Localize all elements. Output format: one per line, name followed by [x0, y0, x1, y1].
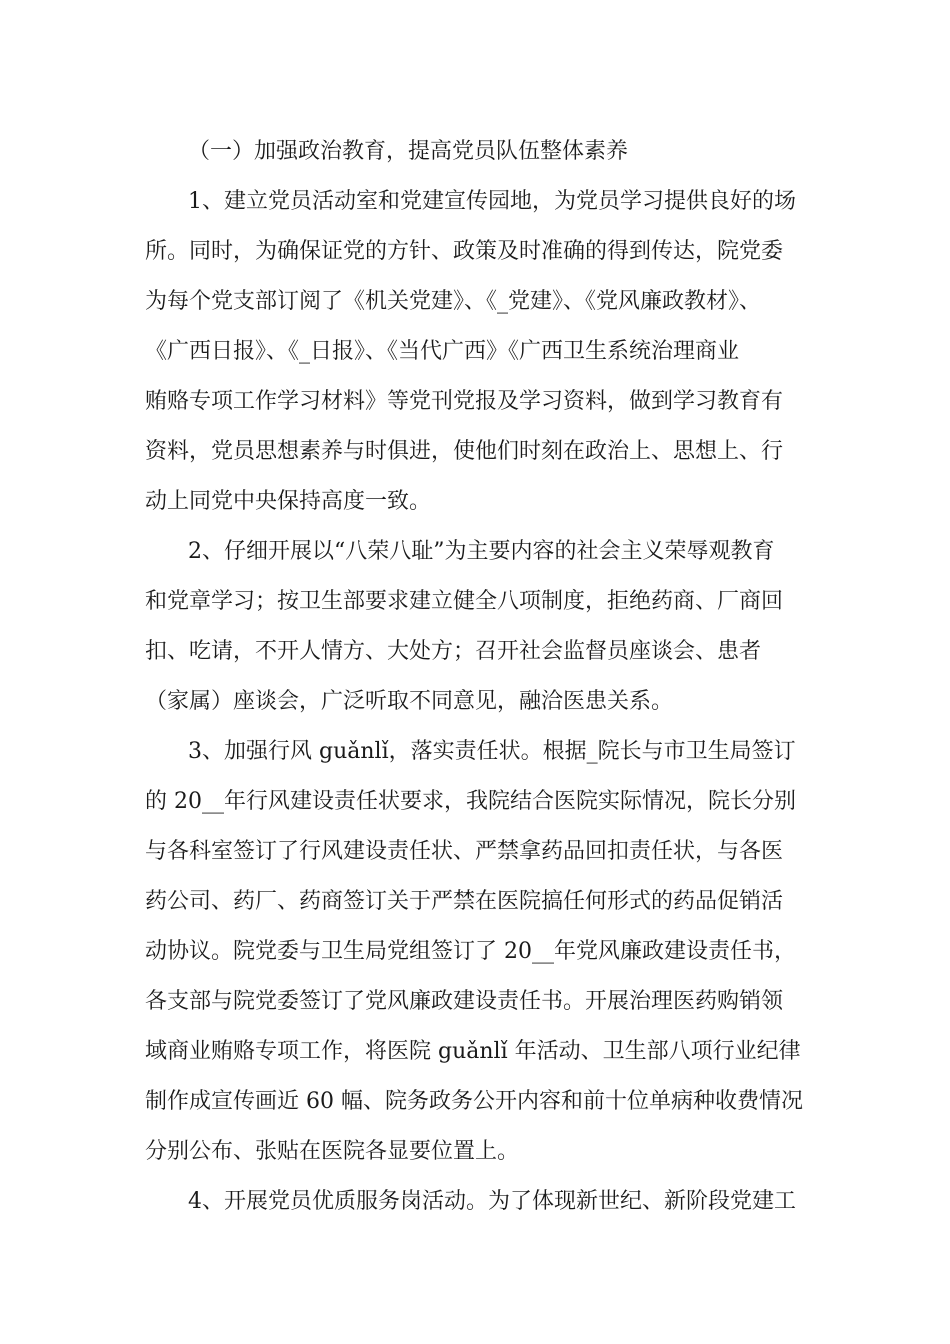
text-line: 和党章学习；按卫生部要求建立健全八项制度，拒绝药商、厂商回	[145, 589, 784, 614]
text-line: 为每个党支部订阅了《机关党建》、《_党建》、《党风廉政教材》、	[145, 289, 762, 314]
text-line: 3、加强行风 guǎnlǐ，落实责任状。根据_院长与市卫生局签订	[188, 739, 796, 764]
text-line: 贿赂专项工作学习材料》等党刊党报及学习资料，做到学习教育有	[145, 389, 784, 414]
text-line: （家属）座谈会，广泛听取不同意见，融洽医患关系。	[145, 689, 674, 714]
text-line: 资料，党员思想素养与时俱进，使他们时刻在政治上、思想上、行	[145, 439, 784, 464]
text-line: 4、开展党员优质服务岗活动。为了体现新世纪、新阶段党建工	[188, 1189, 796, 1214]
text-line: 2、仔细开展以“八荣八耻”为主要内容的社会主义荣辱观教育	[188, 539, 775, 564]
text-line: 制作成宣传画近 60 幅、院务政务公开内容和前十位单病种收费情况	[145, 1089, 803, 1114]
text-line: 《广西日报》、《_日报》、《当代广西》《广西卫生系统治理商业	[145, 339, 740, 364]
text-line: 与各科室签订了行风建设责任状、严禁拿药品回扣责任状，与各医	[145, 839, 784, 864]
text-line: 的 20__年行风建设责任状要求，我院结合医院实际情况，院长分别	[145, 789, 796, 814]
text-line: 各支部与院党委签订了党风廉政建设责任书。开展治理医药购销领	[145, 989, 784, 1014]
section-heading: （一）加强政治教育，提高党员队伍整体素养	[188, 139, 629, 164]
text-line: 药公司、药厂、药商签订关于严禁在医院搞任何形式的药品促销活	[145, 889, 784, 914]
text-line: 扣、吃请，不开人情方、大处方；召开社会监督员座谈会、患者	[145, 639, 762, 664]
text-line: 动协议。院党委与卫生局党组签订了 20__年党风廉政建设责任书，	[145, 939, 796, 964]
text-line: 域商业贿赂专项工作，将医院 guǎnlǐ 年活动、卫生部八项行业纪律	[145, 1039, 801, 1064]
text-line: 动上同党中央保持高度一致。	[145, 489, 432, 514]
text-line: 所。同时，为确保证党的方针、政策及时准确的得到传达，院党委	[145, 239, 784, 264]
text-line: 分别公布、张贴在医院各显要位置上。	[145, 1139, 520, 1164]
text-line: 1、建立党员活动室和党建宣传园地，为党员学习提供良好的场	[188, 189, 796, 214]
